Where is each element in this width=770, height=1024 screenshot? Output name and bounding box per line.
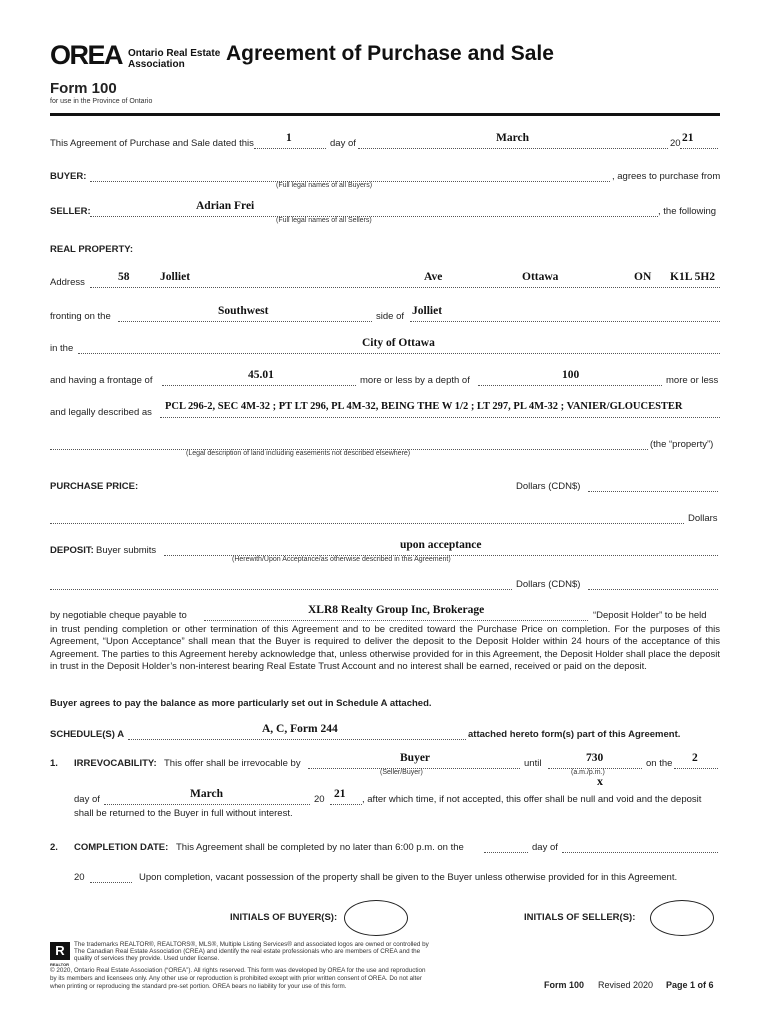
until-time-value: 730 xyxy=(586,752,604,764)
page-title: Agreement of Purchase and Sale xyxy=(226,42,554,65)
more-or-less: more or less xyxy=(666,375,719,386)
intro-month-value: March xyxy=(496,132,530,144)
completion-number: 2. xyxy=(50,842,58,853)
price-dollars: Dollars xyxy=(688,513,718,524)
irrevocable-by-value: Buyer xyxy=(400,752,431,764)
buyer-initials-box[interactable] xyxy=(344,900,408,936)
in-the-value: City of Ottawa xyxy=(362,337,435,349)
completion-label: COMPLETION DATE: xyxy=(74,842,169,853)
completion-day-of-label: day of xyxy=(532,842,558,853)
logo-line-2: Association xyxy=(128,59,185,70)
orea-logo: OREA xyxy=(50,40,123,70)
trademark-line-3: quality of services they provide. Used under license. xyxy=(74,955,220,962)
intro-day-line[interactable] xyxy=(254,148,326,149)
payable-label: by negotiable cheque payable to xyxy=(50,610,187,621)
irrev-month-line[interactable] xyxy=(104,804,310,805)
footer-page: Page 1 of 6 xyxy=(666,980,714,990)
intro-year-value: 21 xyxy=(682,132,694,144)
completion-text: This Agreement shall be completed by no later than 6:00 p.m. on the xyxy=(176,842,464,853)
side-label: side of xyxy=(376,311,404,322)
irrev-year-value: 21 xyxy=(334,788,346,800)
depth-line[interactable] xyxy=(478,385,662,386)
frontage-label: and having a frontage of xyxy=(50,375,153,386)
in-the-label: in the xyxy=(50,343,74,354)
footer-revised: Revised 2020 xyxy=(598,980,654,990)
form-subtitle: for use in the Province of Ontario xyxy=(50,98,153,105)
holder-suffix: “Deposit Holder” to be held xyxy=(593,610,707,621)
on-the-day-line[interactable] xyxy=(674,768,718,769)
irrev-tail: , after which time, if not accepted, this offer shall be null and void and the deposit xyxy=(362,794,702,805)
deposit-caption: (Herewith/Upon Acceptance/as otherwise described in this Agreement) xyxy=(232,556,451,563)
logo-line-1: Ontario Real Estate xyxy=(128,48,221,59)
schedules-line[interactable] xyxy=(128,739,466,740)
intro-year-prefix: 20 xyxy=(670,138,681,149)
fronting-value: Southwest xyxy=(218,305,269,317)
until-label: until xyxy=(524,758,542,769)
seller-label: SELLER: xyxy=(50,206,91,217)
intro-month-line[interactable] xyxy=(358,148,668,149)
seller-initials-box[interactable] xyxy=(650,900,714,936)
property-suffix: (the “property”) xyxy=(650,439,714,450)
depth-label: more or less by a depth of xyxy=(360,375,470,386)
on-the-label: on the xyxy=(646,758,673,769)
address-street-type: Ave xyxy=(424,271,443,283)
legal-value: PCL 296-2, SEC 4M-32 ; PT LT 296, PL 4M-32, BEING THE W 1/2 ; LT 297, PL 4M-32 ; VANIER/GLOUCESTER xyxy=(165,401,683,412)
address-city: Ottawa xyxy=(522,271,559,283)
time-caption: (a.m./p.m.) xyxy=(571,769,605,776)
intro-day-value: 1 xyxy=(286,132,292,144)
trademark-line-1: The trademarks REALTOR®, REALTORS®, MLS®, Multiple Listing Services® and associated logos are owned or controlled by xyxy=(74,941,429,948)
on-the-day-value: 2 xyxy=(692,752,698,764)
seller-value: Adrian Frei xyxy=(196,200,255,212)
legal-caption: (Legal description of land including easements not described elsewhere) xyxy=(186,450,411,457)
copyright-line-1: © 2020, Ontario Real Estate Association (“OREA”). All rights reserved. This form was developed by OREA for the use and reproduction xyxy=(50,967,426,974)
intro-day-label: day of xyxy=(330,138,356,149)
completion-day-line[interactable] xyxy=(484,852,528,853)
address-label: Address xyxy=(50,277,85,288)
side-value: Jolliet xyxy=(412,305,443,317)
schedules-label: SCHEDULE(S) A xyxy=(50,729,125,740)
pm-mark: x xyxy=(597,774,603,788)
realtor-caption: REALTOR xyxy=(50,962,69,967)
copyright-line-3: when printing or reproducing the standard pre-set portion. OREA bears no liability for your use of this form. xyxy=(50,983,347,990)
address-street: Jolliet xyxy=(160,271,191,283)
seller-caption: (Full legal names of all Sellers) xyxy=(276,217,372,224)
initials-buyer-label: INITIALS OF BUYER(S): xyxy=(230,912,338,923)
deposit-amount-line[interactable] xyxy=(588,589,718,590)
address-postal: K1L 5H2 xyxy=(670,271,716,283)
in-the-line[interactable] xyxy=(78,353,720,354)
initials-seller-label: INITIALS OF SELLER(S): xyxy=(524,912,636,923)
intro-prefix: This Agreement of Purchase and Sale dated this xyxy=(50,138,254,149)
schedules-value: A, C, Form 244 xyxy=(262,723,338,735)
fronting-line[interactable] xyxy=(118,321,372,322)
deposit-label: DEPOSIT: xyxy=(50,545,94,556)
buyer-suffix: , agrees to purchase from xyxy=(612,171,721,182)
header-rule xyxy=(50,113,720,116)
irrevocability-number: 1. xyxy=(50,758,58,769)
price-amount-line[interactable] xyxy=(588,491,718,492)
address-province: ON xyxy=(634,271,652,283)
fronting-label: fronting on the xyxy=(50,311,111,322)
irrevocability-label: IRREVOCABILITY: xyxy=(74,758,157,769)
completion-year-line[interactable] xyxy=(90,882,132,883)
deposit-words-line[interactable] xyxy=(50,589,512,590)
legal-line[interactable] xyxy=(160,417,720,418)
completion-month-line[interactable] xyxy=(562,852,718,853)
balance-note: Buyer agrees to pay the balance as more particularly set out in Schedule A attached. xyxy=(50,698,432,709)
price-words-line[interactable] xyxy=(50,523,684,524)
intro-year-line[interactable] xyxy=(680,148,718,149)
side-line[interactable] xyxy=(410,321,720,322)
irrevocability-text: This offer shall be irrevocable by xyxy=(164,758,301,769)
buyer-caption: (Full legal names of all Buyers) xyxy=(276,182,373,189)
deposit-value: upon acceptance xyxy=(400,539,482,551)
seller-suffix: , the following xyxy=(658,206,717,217)
irrev-month-value: March xyxy=(190,788,224,800)
realtor-logo-icon: R xyxy=(50,942,70,960)
address-line[interactable] xyxy=(90,287,720,288)
buyer-label: BUYER: xyxy=(50,171,87,182)
trademark-line-2: The Canadian Real Estate Association (CREA) and identify the real estate professionals who are members of CREA and the xyxy=(74,948,421,955)
address-number: 58 xyxy=(118,271,130,283)
irrev-day-of-label: day of xyxy=(74,794,100,805)
legal-label: and legally described as xyxy=(50,407,152,418)
irrev-year-prefix: 20 xyxy=(314,794,325,805)
payable-line[interactable] xyxy=(204,620,588,621)
irrev-year-line[interactable] xyxy=(330,804,362,805)
frontage-line[interactable] xyxy=(162,385,356,386)
irrevocable-by-caption: (Seller/Buyer) xyxy=(380,769,423,776)
schedules-suffix: attached hereto form(s) part of this Agreement. xyxy=(468,729,681,740)
seller-line[interactable] xyxy=(90,216,658,217)
deposit-dollars-cdn: Dollars (CDN$) xyxy=(516,579,581,590)
payable-value: XLR8 Realty Group Inc, Brokerage xyxy=(308,604,485,616)
purchase-price-label: PURCHASE PRICE: xyxy=(50,481,139,492)
completion-year-prefix: 20 xyxy=(74,872,85,883)
frontage-value: 45.01 xyxy=(248,369,274,381)
form-number: Form 100 xyxy=(50,80,117,97)
real-property-heading: REAL PROPERTY: xyxy=(50,244,134,255)
copyright-line-2: by its members and licensees only. Any other use or reproduction is prohibited except with prior written consent of OREA. Do not alter xyxy=(50,975,422,982)
deposit-text: Buyer submits xyxy=(96,545,157,556)
price-dollars-cdn: Dollars (CDN$) xyxy=(516,481,581,492)
footer-form-label: Form 100 xyxy=(544,980,585,990)
depth-value: 100 xyxy=(562,369,580,381)
completion-tail: Upon completion, vacant possession of the property shall be given to the Buyer unless otherwise provided for in this Agreement. xyxy=(139,872,678,883)
irrev-line-2: shall be returned to the Buyer in full without interest. xyxy=(74,808,293,819)
deposit-paragraph: in trust pending completion or other termination of this Agreement and to be credited toward the Purchase Price on completion. For the purposes of this Agreement, “Upon Acceptance” shall mean that the Buyer is required to deliver the deposit to the Deposit Holder within 24 hours of the acceptance of this Agreement. The parties to this Agreement hereby acknowledge that, unless otherwise provided for in this Agreement, the Deposit Holder shall place the deposit in trust in the Deposit Holder’s non-interest bearing Real Estate Trust Account and no interest shall be earned, received or paid on the deposit. xyxy=(50,624,720,672)
